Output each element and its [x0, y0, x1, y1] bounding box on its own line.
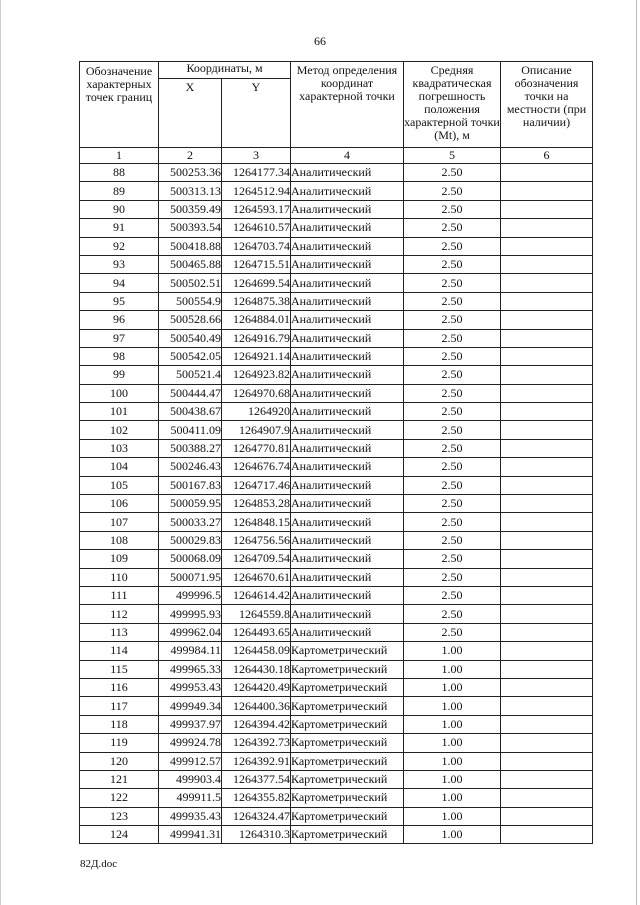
point-id: 94 — [80, 274, 159, 292]
description — [501, 807, 593, 825]
coord-y: 1264394.42 — [222, 715, 291, 733]
table-row — [80, 660, 593, 678]
error: 2.50 — [404, 531, 501, 549]
table-row — [80, 347, 593, 365]
coord-y: 1264756.56 — [222, 531, 291, 549]
coord-x: 500029.83 — [159, 531, 222, 549]
method: Картометрический — [291, 826, 404, 844]
error: 1.00 — [404, 697, 501, 715]
point-id: 103 — [80, 439, 159, 457]
boundary-points-table — [79, 61, 593, 844]
description — [501, 550, 593, 568]
error: 1.00 — [404, 660, 501, 678]
table-row — [80, 164, 593, 182]
coord-x: 500438.67 — [159, 403, 222, 421]
error: 2.50 — [404, 476, 501, 494]
coord-x: 500167.83 — [159, 476, 222, 494]
error: 2.50 — [404, 458, 501, 476]
error: 2.50 — [404, 605, 501, 623]
error: 2.50 — [404, 421, 501, 439]
method: Картометрический — [291, 660, 404, 678]
point-id: 110 — [80, 568, 159, 586]
table-row — [80, 292, 593, 310]
coord-y: 1264310.3 — [222, 826, 291, 844]
coord-x: 500540.49 — [159, 329, 222, 347]
error: 1.00 — [404, 752, 501, 770]
method: Аналитический — [291, 255, 404, 273]
coord-x: 500313.13 — [159, 182, 222, 200]
method: Аналитический — [291, 421, 404, 439]
table-row — [80, 826, 593, 844]
header-point-designation: Обозначение характерных точек границ — [80, 62, 159, 148]
coord-x: 499996.5 — [159, 586, 222, 604]
table-row — [80, 495, 593, 513]
description — [501, 384, 593, 402]
coord-x: 500068.09 — [159, 550, 222, 568]
header-y: Y — [222, 79, 291, 148]
coord-y: 1264392.73 — [222, 734, 291, 752]
column-number-row — [80, 148, 593, 164]
method: Аналитический — [291, 550, 404, 568]
description — [501, 826, 593, 844]
point-id: 90 — [80, 200, 159, 218]
method: Аналитический — [291, 329, 404, 347]
coord-y: 1264875.38 — [222, 292, 291, 310]
column-number: 4 — [291, 148, 404, 164]
page-number: 66 — [314, 34, 326, 48]
table-row — [80, 734, 593, 752]
coord-y: 1264676.74 — [222, 458, 291, 476]
coord-y: 1264458.09 — [222, 642, 291, 660]
error: 1.00 — [404, 642, 501, 660]
error: 2.50 — [404, 329, 501, 347]
table-row — [80, 439, 593, 457]
description — [501, 789, 593, 807]
error: 2.50 — [404, 568, 501, 586]
coord-x: 500521.4 — [159, 366, 222, 384]
description — [501, 697, 593, 715]
coord-y: 1264848.15 — [222, 513, 291, 531]
table-row — [80, 311, 593, 329]
coord-y: 1264923.82 — [222, 366, 291, 384]
description — [501, 678, 593, 696]
method: Аналитический — [291, 347, 404, 365]
header-coordinates: Координаты, м — [159, 62, 291, 79]
table-row — [80, 807, 593, 825]
description — [501, 292, 593, 310]
description — [501, 237, 593, 255]
error: 2.50 — [404, 384, 501, 402]
coord-x: 500554.9 — [159, 292, 222, 310]
coord-x: 499924.78 — [159, 734, 222, 752]
description — [501, 476, 593, 494]
coord-y: 1264715.51 — [222, 255, 291, 273]
column-number: 1 — [80, 148, 159, 164]
coord-y: 1264921.14 — [222, 347, 291, 365]
point-id: 96 — [80, 311, 159, 329]
coord-x: 499941.31 — [159, 826, 222, 844]
method: Картометрический — [291, 789, 404, 807]
table-row — [80, 366, 593, 384]
error: 1.00 — [404, 789, 501, 807]
description — [501, 495, 593, 513]
coord-y: 1264559.8 — [222, 605, 291, 623]
method: Аналитический — [291, 568, 404, 586]
coord-x: 499949.34 — [159, 697, 222, 715]
description — [501, 660, 593, 678]
coord-x: 500359.49 — [159, 200, 222, 218]
description — [501, 255, 593, 273]
point-id: 93 — [80, 255, 159, 273]
table-row — [80, 531, 593, 549]
point-id: 116 — [80, 678, 159, 696]
error: 2.50 — [404, 255, 501, 273]
error: 2.50 — [404, 495, 501, 513]
coord-x: 499953.43 — [159, 678, 222, 696]
description — [501, 200, 593, 218]
description — [501, 274, 593, 292]
method: Аналитический — [291, 219, 404, 237]
point-id: 97 — [80, 329, 159, 347]
method: Аналитический — [291, 495, 404, 513]
error: 1.00 — [404, 770, 501, 788]
table-row — [80, 770, 593, 788]
table-row — [80, 329, 593, 347]
method: Аналитический — [291, 292, 404, 310]
coord-y: 1264614.42 — [222, 586, 291, 604]
method: Аналитический — [291, 586, 404, 604]
point-id: 113 — [80, 623, 159, 641]
point-id: 114 — [80, 642, 159, 660]
error: 2.50 — [404, 513, 501, 531]
point-id: 109 — [80, 550, 159, 568]
coord-x: 500059.95 — [159, 495, 222, 513]
method: Аналитический — [291, 458, 404, 476]
table-row — [80, 255, 593, 273]
coord-x: 499965.33 — [159, 660, 222, 678]
scan-edge-left — [0, 0, 1, 905]
coord-x: 500542.05 — [159, 347, 222, 365]
table-row — [80, 274, 593, 292]
method: Аналитический — [291, 605, 404, 623]
description — [501, 605, 593, 623]
coord-x: 500388.27 — [159, 439, 222, 457]
point-id: 117 — [80, 697, 159, 715]
point-id: 108 — [80, 531, 159, 549]
method: Аналитический — [291, 366, 404, 384]
coord-y: 1264177.34 — [222, 164, 291, 182]
coord-y: 1264699.54 — [222, 274, 291, 292]
coord-x: 500393.54 — [159, 219, 222, 237]
description — [501, 531, 593, 549]
header-method: Метод определения координат характерной точки — [291, 62, 404, 148]
method: Аналитический — [291, 439, 404, 457]
table-row — [80, 200, 593, 218]
column-number: 6 — [501, 148, 593, 164]
point-id: 92 — [80, 237, 159, 255]
method: Картометрический — [291, 734, 404, 752]
header-x: X — [159, 79, 222, 148]
table-row — [80, 715, 593, 733]
coord-y: 1264420.49 — [222, 678, 291, 696]
error: 1.00 — [404, 678, 501, 696]
method: Картометрический — [291, 697, 404, 715]
table-row — [80, 752, 593, 770]
coord-x: 499935.43 — [159, 807, 222, 825]
file-name-footer: 82Д.doc — [80, 858, 118, 870]
coord-x: 500411.09 — [159, 421, 222, 439]
point-id: 100 — [80, 384, 159, 402]
error: 2.50 — [404, 182, 501, 200]
point-id: 112 — [80, 605, 159, 623]
method: Картометрический — [291, 678, 404, 696]
method: Аналитический — [291, 476, 404, 494]
description — [501, 513, 593, 531]
coord-x: 499912.57 — [159, 752, 222, 770]
table-row — [80, 384, 593, 402]
coord-x: 499903.4 — [159, 770, 222, 788]
coord-y: 1264709.54 — [222, 550, 291, 568]
coord-y: 1264670.61 — [222, 568, 291, 586]
table-row — [80, 642, 593, 660]
error: 2.50 — [404, 403, 501, 421]
point-id: 101 — [80, 403, 159, 421]
coord-y: 1264593.17 — [222, 200, 291, 218]
method: Аналитический — [291, 200, 404, 218]
error: 2.50 — [404, 200, 501, 218]
coord-x: 500444.47 — [159, 384, 222, 402]
coord-y: 1264703.74 — [222, 237, 291, 255]
coord-x: 499937.97 — [159, 715, 222, 733]
coord-y: 1264884.01 — [222, 311, 291, 329]
coord-y: 1264970.68 — [222, 384, 291, 402]
column-number: 5 — [404, 148, 501, 164]
description — [501, 347, 593, 365]
error: 2.50 — [404, 439, 501, 457]
coord-x: 499995.93 — [159, 605, 222, 623]
description — [501, 586, 593, 604]
point-id: 102 — [80, 421, 159, 439]
error: 2.50 — [404, 366, 501, 384]
error: 2.50 — [404, 292, 501, 310]
coord-x: 500033.27 — [159, 513, 222, 531]
description — [501, 642, 593, 660]
point-id: 88 — [80, 164, 159, 182]
table-row — [80, 403, 593, 421]
method: Аналитический — [291, 237, 404, 255]
method: Аналитический — [291, 182, 404, 200]
method: Аналитический — [291, 403, 404, 421]
point-id: 105 — [80, 476, 159, 494]
point-id: 106 — [80, 495, 159, 513]
coord-y: 1264610.57 — [222, 219, 291, 237]
description — [501, 770, 593, 788]
description — [501, 403, 593, 421]
description — [501, 568, 593, 586]
method: Картометрический — [291, 715, 404, 733]
point-id: 118 — [80, 715, 159, 733]
method: Картометрический — [291, 770, 404, 788]
method: Аналитический — [291, 531, 404, 549]
coord-x: 500418.88 — [159, 237, 222, 255]
table-row — [80, 182, 593, 200]
table-row — [80, 476, 593, 494]
coord-y: 1264920 — [222, 403, 291, 421]
method: Картометрический — [291, 807, 404, 825]
table-row — [80, 697, 593, 715]
table-row — [80, 586, 593, 604]
coord-y: 1264907.9 — [222, 421, 291, 439]
coord-x: 500502.51 — [159, 274, 222, 292]
coord-x: 500071.95 — [159, 568, 222, 586]
coord-y: 1264392.91 — [222, 752, 291, 770]
description — [501, 366, 593, 384]
error: 1.00 — [404, 807, 501, 825]
method: Аналитический — [291, 164, 404, 182]
error: 2.50 — [404, 219, 501, 237]
coord-y: 1264430.18 — [222, 660, 291, 678]
description — [501, 219, 593, 237]
point-id: 121 — [80, 770, 159, 788]
description — [501, 164, 593, 182]
error: 2.50 — [404, 586, 501, 604]
point-id: 123 — [80, 807, 159, 825]
coord-y: 1264493.65 — [222, 623, 291, 641]
point-id: 91 — [80, 219, 159, 237]
table-row — [80, 237, 593, 255]
table-row — [80, 513, 593, 531]
point-id: 120 — [80, 752, 159, 770]
point-id: 89 — [80, 182, 159, 200]
coord-x: 500246.43 — [159, 458, 222, 476]
point-id: 107 — [80, 513, 159, 531]
coord-x: 500253.36 — [159, 164, 222, 182]
error: 2.50 — [404, 237, 501, 255]
table-row — [80, 568, 593, 586]
error: 2.50 — [404, 311, 501, 329]
description — [501, 734, 593, 752]
table-row — [80, 623, 593, 641]
point-id: 111 — [80, 586, 159, 604]
table-row — [80, 458, 593, 476]
coord-x: 499984.11 — [159, 642, 222, 660]
coord-x: 499962.04 — [159, 623, 222, 641]
error: 2.50 — [404, 550, 501, 568]
error: 2.50 — [404, 623, 501, 641]
header-description: Описание обозначения точки на местности (при наличии) — [501, 62, 593, 148]
method: Картометрический — [291, 752, 404, 770]
description — [501, 439, 593, 457]
description — [501, 311, 593, 329]
coord-y: 1264770.81 — [222, 439, 291, 457]
point-id: 122 — [80, 789, 159, 807]
point-id: 124 — [80, 826, 159, 844]
table-body — [80, 164, 593, 844]
point-id: 99 — [80, 366, 159, 384]
table-row — [80, 550, 593, 568]
error: 2.50 — [404, 164, 501, 182]
method: Аналитический — [291, 623, 404, 641]
coord-y: 1264355.82 — [222, 789, 291, 807]
error: 1.00 — [404, 734, 501, 752]
point-id: 115 — [80, 660, 159, 678]
coord-x: 500528.66 — [159, 311, 222, 329]
table-row — [80, 789, 593, 807]
description — [501, 329, 593, 347]
column-number: 3 — [222, 148, 291, 164]
description — [501, 421, 593, 439]
method: Аналитический — [291, 513, 404, 531]
error: 2.50 — [404, 347, 501, 365]
error: 1.00 — [404, 826, 501, 844]
point-id: 104 — [80, 458, 159, 476]
point-id: 119 — [80, 734, 159, 752]
table-row — [80, 219, 593, 237]
coord-x: 500465.88 — [159, 255, 222, 273]
description — [501, 182, 593, 200]
description — [501, 458, 593, 476]
table-row — [80, 421, 593, 439]
coord-y: 1264512.94 — [222, 182, 291, 200]
method: Аналитический — [291, 274, 404, 292]
coord-y: 1264377.54 — [222, 770, 291, 788]
point-id: 95 — [80, 292, 159, 310]
error: 1.00 — [404, 715, 501, 733]
coord-y: 1264916.79 — [222, 329, 291, 347]
header-mean-square-error: Средняя квадратическая погрешность положения характерной точки (Mt), м — [404, 62, 501, 148]
method: Аналитический — [291, 311, 404, 329]
error: 2.50 — [404, 274, 501, 292]
point-id: 98 — [80, 347, 159, 365]
coord-y: 1264400.36 — [222, 697, 291, 715]
table-row — [80, 678, 593, 696]
scan-edge-right — [636, 0, 637, 905]
description — [501, 715, 593, 733]
method: Картометрический — [291, 642, 404, 660]
coord-y: 1264717.46 — [222, 476, 291, 494]
coord-y: 1264853.28 — [222, 495, 291, 513]
description — [501, 752, 593, 770]
column-number: 2 — [159, 148, 222, 164]
description — [501, 623, 593, 641]
method: Аналитический — [291, 384, 404, 402]
coord-y: 1264324.47 — [222, 807, 291, 825]
coord-x: 499911.5 — [159, 789, 222, 807]
table-row — [80, 605, 593, 623]
